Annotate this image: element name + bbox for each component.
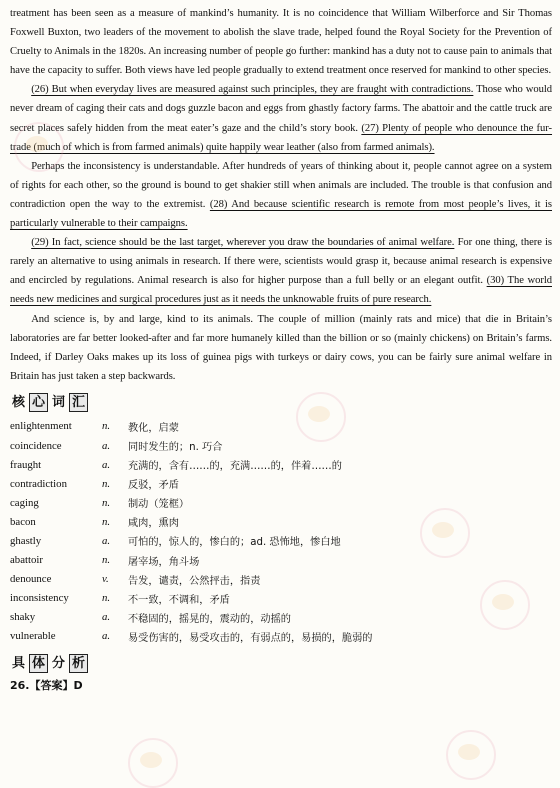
vocab-item [10,512,552,531]
vocab-word: vulnerable [10,630,56,643]
analysis-heading-char: 分 [51,655,65,671]
vocab-pos: a. [102,630,111,643]
vocab-definition: 充满的，含有……的，充满……的，伴着……的 [128,461,342,473]
vocab-heading-char: 核 [11,395,25,411]
watermark-logo [446,730,496,780]
paragraph-3-text: Perhaps the inconsistency is understandable. After hundreds of years of thinking about it, people cannot agree on a system of rights for each other, so the ground is bound to get shakier still when animals are included. The trouble is that confusion and contradiction open the way to the extremist. [10,160,552,210]
vocab-definition: 制动（笼框） [128,499,190,511]
vocab-item [10,493,552,512]
vocab-pos: a. [102,534,111,547]
vocab-pos: a. [102,611,111,624]
sentence-30: (30) The world needs new medicines and surgical procedures just as it needs the unknowable fruits of pure research. [10,275,552,306]
watermark-logo [128,738,178,788]
watermark-logo [480,580,530,630]
sentence-26: (26) But when everyday lives are measured against such principles, they are fraught with contradictions. [31,84,474,96]
vocab-heading-char: 心 [29,393,48,412]
vocab-item [10,589,552,608]
vocab-pos: n. [102,515,111,528]
vocab-definition: 易受伤害的，易受攻击的，有弱点的，易损的，脆弱的 [128,632,373,644]
vocab-pos: n. [102,420,111,433]
vocab-definition: 不一致，不调和，矛盾 [128,594,230,606]
analysis-heading-char: 具 [11,655,25,671]
vocab-word: fraught [10,458,42,471]
document-page [10,4,552,693]
vocab-item [10,608,552,627]
vocab-pos: v. [102,573,109,586]
analysis-heading-char: 析 [69,654,88,673]
sentence-28: (28) And because scientific research is remote from most people’s lives, it is particularly vulnerable to their campaigns. [10,198,552,230]
vocab-pos: n. [102,554,111,567]
vocab-word: coincidence [10,439,62,452]
sentence-29: (29) In fact, science should be the last target, wherever you draw the boundaries of animal welfare. [31,237,455,249]
vocab-pos: a. [102,458,111,471]
vocab-item [10,531,552,550]
vocab-word: abattoir [10,554,43,567]
vocab-item [10,455,552,474]
vocab-item [10,627,552,646]
vocab-word: bacon [10,515,36,528]
analysis-heading [10,653,552,673]
vocab-definition: 反驳，矛盾 [128,480,179,492]
vocab-definition: 不稳固的，摇晃的，震动的，动摇的 [128,613,291,625]
vocab-item [10,551,552,570]
vocab-word: enlightenment [10,420,72,433]
vocab-word: denounce [10,573,52,586]
paragraph-2-text: Those who would never dream of caging their cats and dogs guzzle bacon and eggs from ghastly factory farms. The abattoir and the cattle truck are secret places safely hidden from the meat eater’s gaze and the child’s story book. [10,84,552,134]
paragraph-5: And science is, by and large, kind to its animals. The couple of million (mainly rats and mice) that die in Britain’s laboratories are far better looked-after and far more humanely killed than the billion or so (mainly chickens) on Britain’s farms. Indeed, if Darley Oaks makes up its loss of guinea pigs with turkeys or dairy cows, you can be fairly sure animal welfare in Britain has just taken a step backwards. [10,313,552,382]
answer-line: 26.【答案】D [10,679,83,692]
watermark-logo [14,122,64,172]
vocab-heading-char: 汇 [69,393,88,412]
paragraph-3 [10,157,552,233]
vocab-definition: 咸肉，熏肉 [128,518,179,530]
paragraph-4-text: For one thing, there is rarely an alternative to using animals in research. If there were, scientists would grasp it, because animal research is expensive and encircled by regulations. Animal research is also for higher purpose than a full belly or an elegant outfit. [10,237,552,287]
vocab-heading-char: 词 [51,395,65,411]
vocab-word: contradiction [10,477,67,490]
sentence-27: (27) Plenty of people who denounce the fur-trade (much of which is from farmed animals) quite happily wear leather (also from farmed animals). [10,122,553,153]
analysis-heading-char: 体 [29,654,48,673]
vocab-word: inconsistency [10,592,69,605]
vocab-item [10,436,552,455]
vocab-list [10,417,552,646]
vocab-item [10,474,552,493]
watermark-logo [296,392,346,442]
vocab-definition: 屠宰场，角斗场 [128,556,200,568]
watermark-logo [420,508,470,558]
paragraph-4 [10,233,552,309]
vocab-heading [10,393,552,413]
vocab-word: shaky [10,611,36,624]
vocab-pos: a. [102,439,111,452]
vocab-item [10,417,552,436]
vocab-word: ghastly [10,534,42,547]
vocab-definition: 告发，谴责，公然抨击，指责 [128,575,261,587]
paragraph-1: treatment has been seen as a measure of mankind’s humanity. It is no coincidence that William Wilberforce and Sir Thomas Foxwell Buxton, two leaders of the movement to abolish the slave trade, helped found the Royal Society for the Prevention of Cruelty to Animals in the 1820s. An increasing number of people go further: mankind has a duty not to cause pain to animals that have the capacity to suffer. Both views have led people gradually to extend treatment once reserved for mankind to other species. [10,8,553,77]
vocab-definition: 同时发生的；n. 巧合 [128,442,223,454]
paragraph-2 [10,80,552,156]
vocab-definition: 可怕的，惊人的，惨白的；ad. 恐怖地，惨白地 [128,537,341,549]
vocab-pos: n. [102,592,111,605]
vocab-item [10,570,552,589]
vocab-pos: n. [102,496,111,509]
vocab-definition: 教化，启蒙 [128,422,179,434]
vocab-pos: n. [102,477,111,490]
vocab-word: caging [10,496,39,509]
